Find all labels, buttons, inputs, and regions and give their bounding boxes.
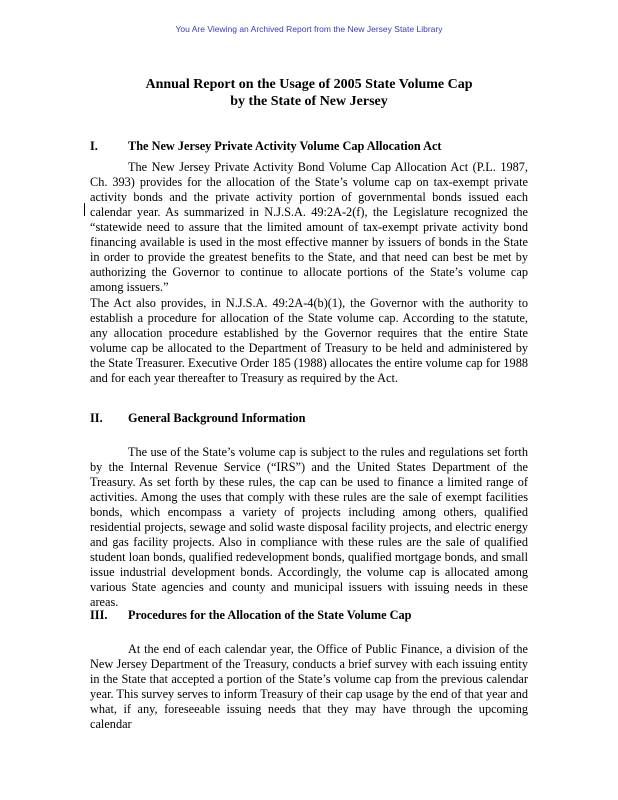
section-heading-1 (90, 139, 442, 154)
section-number: II. (90, 411, 103, 425)
revision-change-bar (84, 203, 85, 216)
paragraph: At the end of each calendar year, the Office of Public Finance, a division of the New Jersey Department of the Treasury, conducts a brief survey with each issuing entity in the State that accepted a portion of the State’s volume cap from the previous calendar year. This survey serves to inform Treasury of their cap usage by the end of that year and what, if any, foreseeable issuing needs that they may have through the upcoming calendar (90, 642, 528, 731)
section-number: I. (90, 139, 98, 153)
paragraph: The New Jersey Private Activity Bond Volume Cap Allocation Act (P.L. 1987, Ch. 393) provides for the allocation of the State’s volume cap on tax-exempt private activity bonds and the private activity portion of governmental bonds issued each calendar year. As summarized in N.J.S.A. 49:2A-2(f), the Legislature recognized the “statewide need to assure that the limited amount of tax-exempt private activity bond financing available is used in the most effective manner by issuers of bonds in the State in order to provide the greatest benefits to the State, and that need can best be met by authorizing the Governor to continue to allocate portions of the State’s volume cap among issuers.” (90, 160, 528, 294)
archive-banner: You Are Viewing an Archived Report from the New Jersey State Library (175, 24, 443, 34)
section-number: III. (90, 608, 108, 622)
section-heading-3 (90, 608, 412, 623)
report-title (0, 76, 618, 110)
paragraph: The use of the State’s volume cap is subject to the rules and regulations set forth by the Internal Revenue Service (“IRS”) and the United States Department of the Treasury. As set forth by these rules, the cap can be used to finance a limited range of activities. Among the uses that comply with these rules are the sale of exempt facilities bonds, which encompass a variety of projects including among others, qualified residential projects, sewage and solid waste disposal facility projects, and electric energy and gas facility projects. Also in compliance with these rules are the sale of qualified student loan bonds, qualified redevelopment bonds, qualified mortgage bonds, and small issue industrial development bonds. Accordingly, the volume cap is allocated among various State agencies and county and municipal issuers with issuing needs in these areas. (90, 445, 528, 609)
title-line-2: by the State of New Jersey (230, 94, 388, 109)
section-title: The New Jersey Private Activity Volume Cap Allocation Act (128, 139, 442, 153)
section-heading-2 (90, 411, 305, 426)
paragraph: The Act also provides, in N.J.S.A. 49:2A-4(b)(1), the Governor with the authority to establish a procedure for allocation of the State volume cap. According to the statute, any allocation procedure established by the Governor requires that the entire State volume cap be allocated to the Department of Treasury to be held and administered by the State Treasurer. Executive Order 185 (1988) allocates the entire volume cap for 1988 and for each year thereafter to Treasury as required by the Act. (90, 296, 528, 385)
title-line-1: Annual Report on the Usage of 2005 State Volume Cap (145, 77, 473, 92)
section-title: Procedures for the Allocation of the State Volume Cap (128, 608, 412, 622)
section-title: General Background Information (128, 411, 306, 425)
